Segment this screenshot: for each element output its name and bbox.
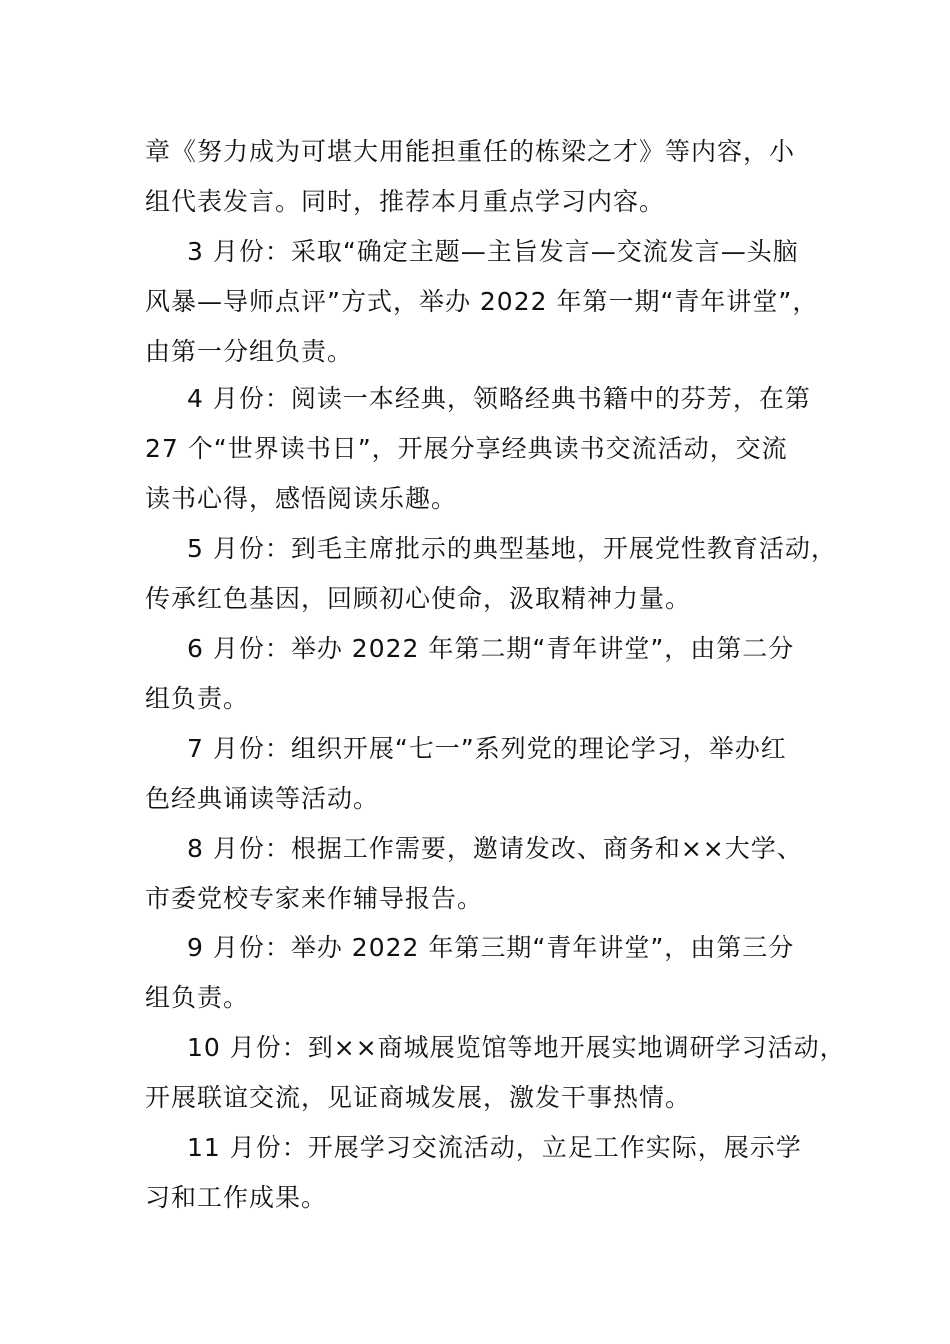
text-line: 读书心得，感悟阅读乐趣。 [145,484,458,513]
text-line: 8 月份：根据工作需要，邀请发改、商务和××大学、 [187,834,803,863]
text-line: 组代表发言。同时，推荐本月重点学习内容。 [145,187,666,216]
text-line: 由第一分组负责。 [145,337,354,366]
text-line: 10 月份：到××商城展览馆等地开展实地调研学习活动， [187,1033,846,1062]
text-line: 组负责。 [145,684,250,713]
text-line: 风暴—导师点评”方式，举办 2022 年第一期“青年讲堂”， [145,287,819,316]
paragraph-november [145,1123,802,1223]
text-line: 11 月份：开展学习交流活动，立足工作实际，展示学 [187,1133,802,1162]
text-line: 色经典诵读等活动。 [145,784,380,813]
paragraph-march [145,227,818,377]
paragraph-september [145,923,794,1023]
paragraph-april [145,374,811,524]
text-line: 5 月份：到毛主席批示的典型基地，开展党性教育活动， [187,534,837,563]
text-line: 市委党校专家来作辅导报告。 [145,884,484,913]
paragraph-july [145,724,787,824]
text-line: 习和工作成果。 [145,1183,328,1212]
text-line: 4 月份：阅读一本经典，领略经典书籍中的芬芳，在第 [187,384,811,413]
text-line: 27 个“世界读书日”，开展分享经典读书交流活动，交流 [145,434,788,463]
text-line: 6 月份：举办 2022 年第二期“青年讲堂”，由第二分 [187,634,795,663]
paragraph-october [145,1023,846,1123]
paragraph-may [145,524,837,624]
text-line: 传承红色基因，回顾初心使命，汲取精神力量。 [145,584,692,613]
text-line: 3 月份：采取“确定主题—主旨发言—交流发言—头脑 [187,237,799,266]
text-line: 组负责。 [145,983,250,1012]
text-line: 开展联谊交流，见证商城发展，激发干事热情。 [145,1083,692,1112]
text-line: 9 月份：举办 2022 年第三期“青年讲堂”，由第三分 [187,933,795,962]
text-line: 章《努力成为可堪大用能担重任的栋梁之才》等内容，小 [145,137,796,166]
paragraph-continuation [145,127,795,227]
paragraph-august [145,824,803,924]
text-line: 7 月份：组织开展“七一”系列党的理论学习，举办红 [187,734,787,763]
paragraph-june [145,624,794,724]
